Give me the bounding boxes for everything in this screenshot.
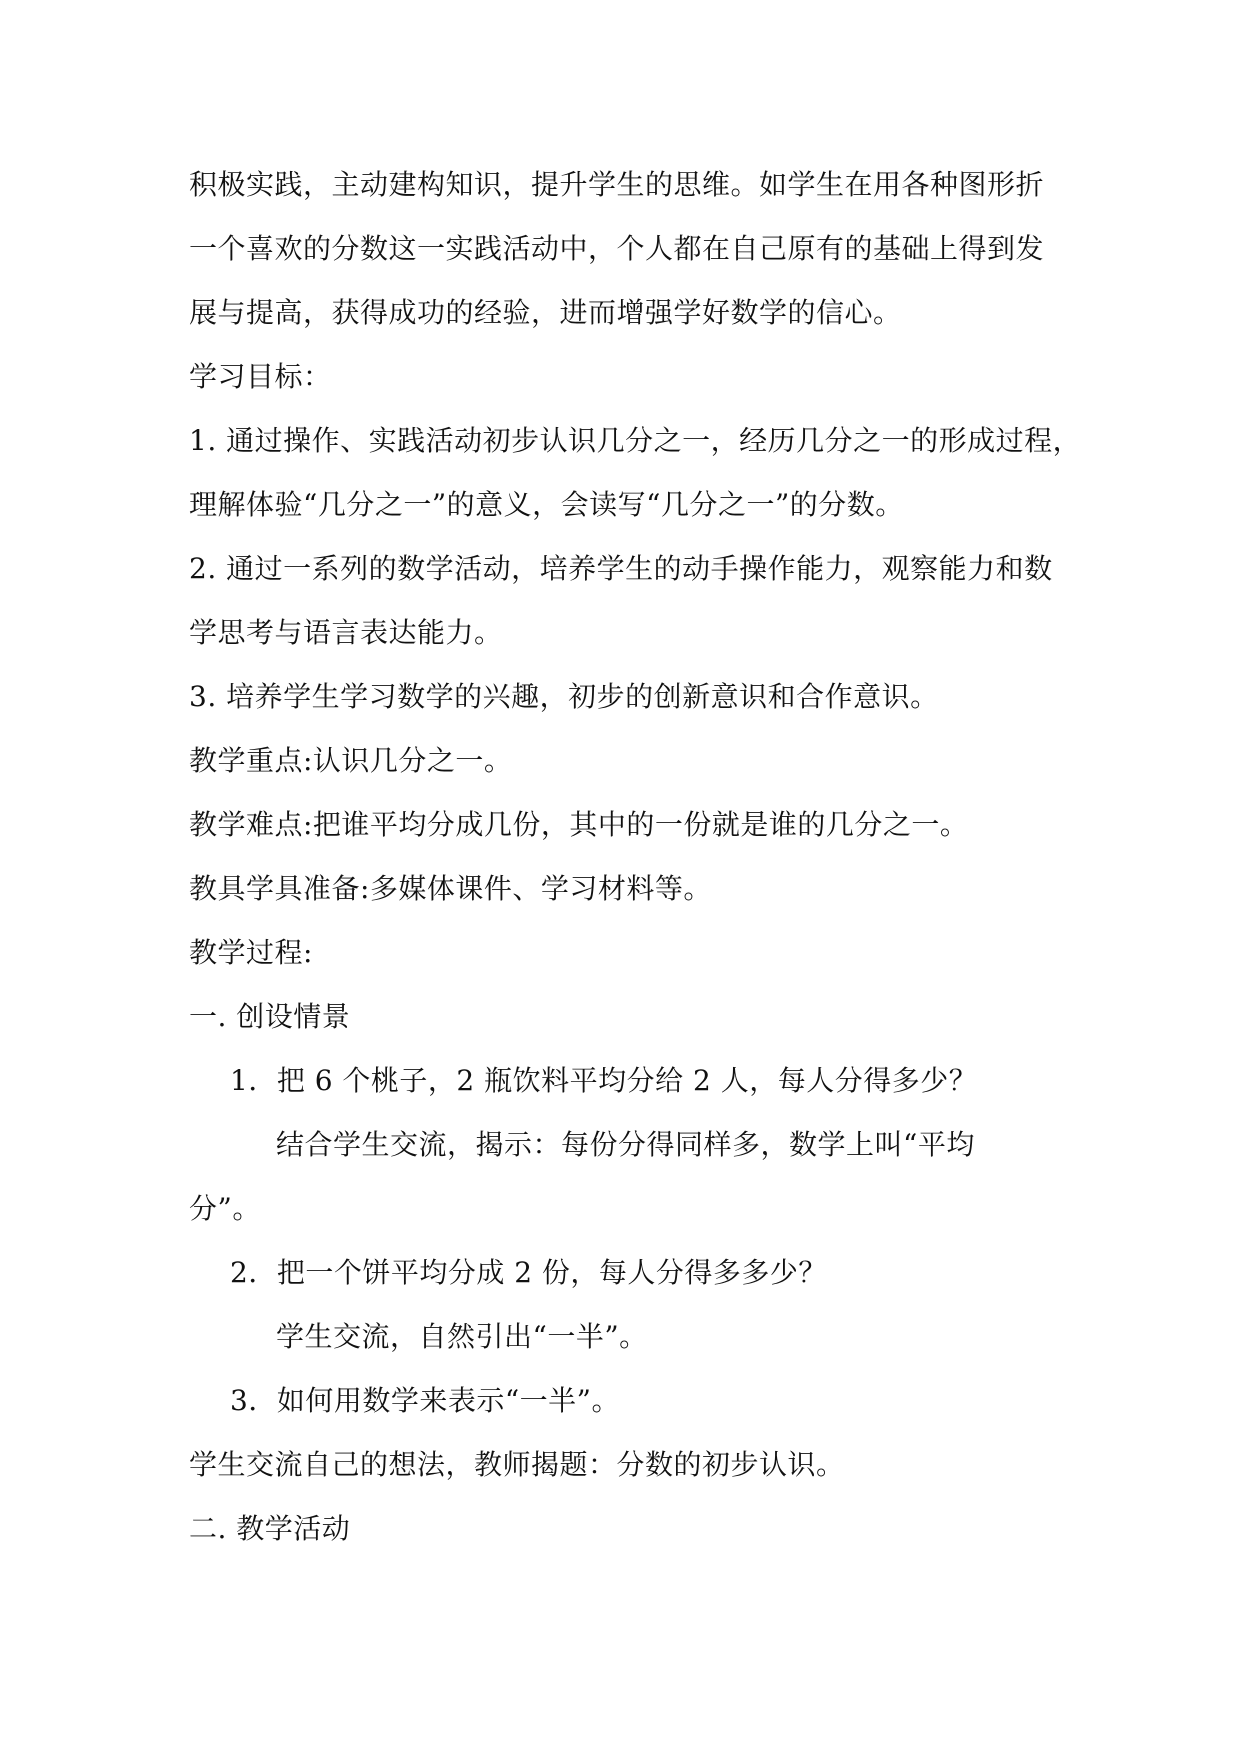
goal-item-1-continued: 理解体验“几分之一”的意义，会读写“几分之一”的分数。: [189, 488, 904, 521]
goal-item-1: 1. 通过操作、实践活动初步认识几分之一，经历几分之一的形成过程，: [189, 424, 1082, 457]
paragraph-line: 展与提高，获得成功的经验，进而增强学好数学的信心。: [189, 296, 902, 329]
step-1-note: 结合学生交流，揭示：每份分得同样多，数学上叫“平均: [276, 1128, 975, 1161]
paragraph-line: 学生交流自己的想法，教师揭题：分数的初步认识。: [189, 1448, 845, 1481]
step-1-note-continued: 分”。: [189, 1192, 261, 1225]
step-2: 2．把一个饼平均分成 2 份，每人分得多多少？: [230, 1256, 827, 1289]
goal-item-2-continued: 学思考与语言表达能力。: [189, 616, 503, 649]
section-heading-learning-goals: 学习目标：: [189, 360, 332, 393]
subsection-heading-1: 一. 创设情景: [189, 1000, 351, 1033]
paragraph-line: 积极实践，主动建构知识，提升学生的思维。如学生在用各种图形折: [189, 168, 1045, 201]
teaching-difficulty: 教学难点:把谁平均分成几份，其中的一份就是谁的几分之一。: [189, 808, 969, 841]
step-3: 3．如何用数学来表示“一半”。: [230, 1384, 620, 1417]
subsection-heading-2: 二. 教学活动: [189, 1512, 351, 1545]
step-2-note: 学生交流，自然引出“一半”。: [276, 1320, 648, 1353]
section-heading-teaching-process: 教学过程:: [189, 936, 313, 969]
goal-item-2: 2. 通过一系列的数学活动，培养学生的动手操作能力，观察能力和数: [189, 552, 1053, 585]
teaching-key-point: 教学重点:认识几分之一。: [189, 744, 513, 777]
goal-item-3: 3. 培养学生学习数学的兴趣，初步的创新意识和合作意识。: [189, 680, 939, 713]
step-1: 1．把 6 个桃子，2 瓶饮料平均分给 2 人，每人分得多少？: [230, 1064, 978, 1097]
paragraph-line: 一个喜欢的分数这一实践活动中，个人都在自己原有的基础上得到发: [189, 232, 1045, 265]
teaching-materials: 教具学具准备:多媒体课件、学习材料等。: [189, 872, 712, 905]
